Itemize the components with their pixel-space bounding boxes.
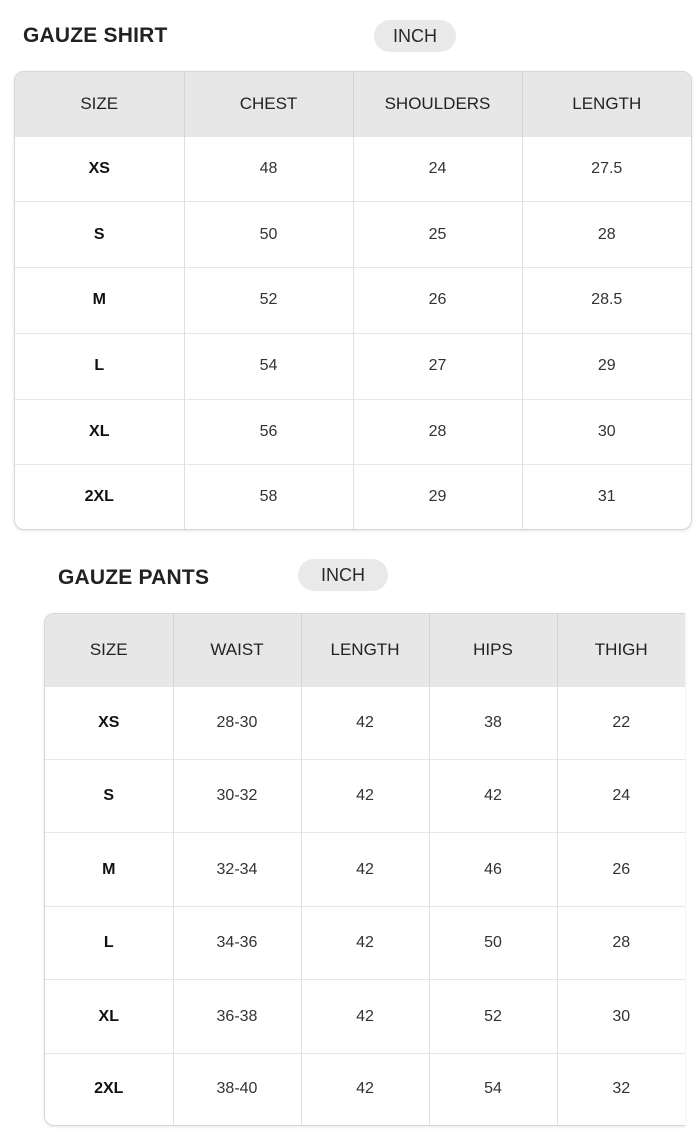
table-cell: 28	[353, 399, 522, 465]
table-cell: 32	[557, 1053, 685, 1125]
table-cell: 46	[429, 833, 557, 906]
table-cell: 42	[301, 1053, 429, 1125]
table-cell: 42	[301, 906, 429, 979]
size-cell: XL	[15, 399, 184, 465]
table-cell: 42	[301, 980, 429, 1053]
table-cell: 28-30	[173, 686, 301, 759]
pants-section-title: GAUZE PANTS	[58, 566, 210, 589]
table-cell: 50	[429, 906, 557, 979]
shirt-section-title: GAUZE SHIRT	[23, 24, 168, 47]
size-cell: 2XL	[45, 1053, 173, 1125]
table-cell: 50	[184, 202, 353, 268]
table-row	[15, 268, 691, 334]
table-cell: 30	[557, 980, 685, 1053]
table-row	[15, 136, 691, 202]
table-cell: 28.5	[522, 268, 691, 334]
table-row	[45, 980, 685, 1053]
table-cell: 31	[522, 465, 691, 529]
table-row	[45, 1053, 685, 1125]
table-row	[15, 465, 691, 529]
table-cell: 30	[522, 399, 691, 465]
size-cell: S	[45, 759, 173, 832]
table-header-row	[15, 72, 691, 136]
table-cell: 27	[353, 333, 522, 399]
column-header: CHEST	[184, 72, 353, 136]
table-header-row	[45, 614, 685, 686]
column-header: SIZE	[45, 614, 173, 686]
table-cell: 28	[522, 202, 691, 268]
table-cell: 34-36	[173, 906, 301, 979]
table-cell: 27.5	[522, 136, 691, 202]
size-cell: XS	[45, 686, 173, 759]
table-cell: 22	[557, 686, 685, 759]
table-cell: 32-34	[173, 833, 301, 906]
size-cell: XS	[15, 136, 184, 202]
size-cell: S	[15, 202, 184, 268]
table-cell: 25	[353, 202, 522, 268]
table-cell: 54	[429, 1053, 557, 1125]
table-cell: 56	[184, 399, 353, 465]
column-header: SHOULDERS	[353, 72, 522, 136]
table-row	[15, 333, 691, 399]
shirt-unit-badge: INCH	[374, 20, 456, 52]
column-header: THIGH	[557, 614, 685, 686]
table-cell: 24	[557, 759, 685, 832]
table-cell: 48	[184, 136, 353, 202]
size-cell: 2XL	[15, 465, 184, 529]
size-cell: L	[45, 906, 173, 979]
table-cell: 38-40	[173, 1053, 301, 1125]
table-cell: 29	[353, 465, 522, 529]
pants-unit-badge: INCH	[298, 559, 388, 591]
table-cell: 24	[353, 136, 522, 202]
column-header: LENGTH	[301, 614, 429, 686]
table-row	[45, 906, 685, 979]
table-cell: 26	[353, 268, 522, 334]
shirt-size-table	[14, 71, 692, 530]
table-cell: 26	[557, 833, 685, 906]
table-row	[45, 759, 685, 832]
table-cell: 52	[429, 980, 557, 1053]
table-cell: 28	[557, 906, 685, 979]
table-row	[15, 202, 691, 268]
size-cell: L	[15, 333, 184, 399]
table-row	[45, 686, 685, 759]
column-header: HIPS	[429, 614, 557, 686]
size-cell: M	[15, 268, 184, 334]
size-cell: M	[45, 833, 173, 906]
table-cell: 30-32	[173, 759, 301, 832]
column-header: SIZE	[15, 72, 184, 136]
table-cell: 42	[301, 833, 429, 906]
table-cell: 38	[429, 686, 557, 759]
column-header: WAIST	[173, 614, 301, 686]
table-cell: 42	[301, 759, 429, 832]
table-cell: 52	[184, 268, 353, 334]
pants-size-table	[44, 613, 685, 1126]
table-cell: 58	[184, 465, 353, 529]
table-cell: 42	[301, 686, 429, 759]
size-cell: XL	[45, 980, 173, 1053]
table-cell: 36-38	[173, 980, 301, 1053]
column-header: LENGTH	[522, 72, 691, 136]
table-cell: 54	[184, 333, 353, 399]
table-cell: 29	[522, 333, 691, 399]
table-cell: 42	[429, 759, 557, 832]
table-row	[45, 833, 685, 906]
table-row	[15, 399, 691, 465]
